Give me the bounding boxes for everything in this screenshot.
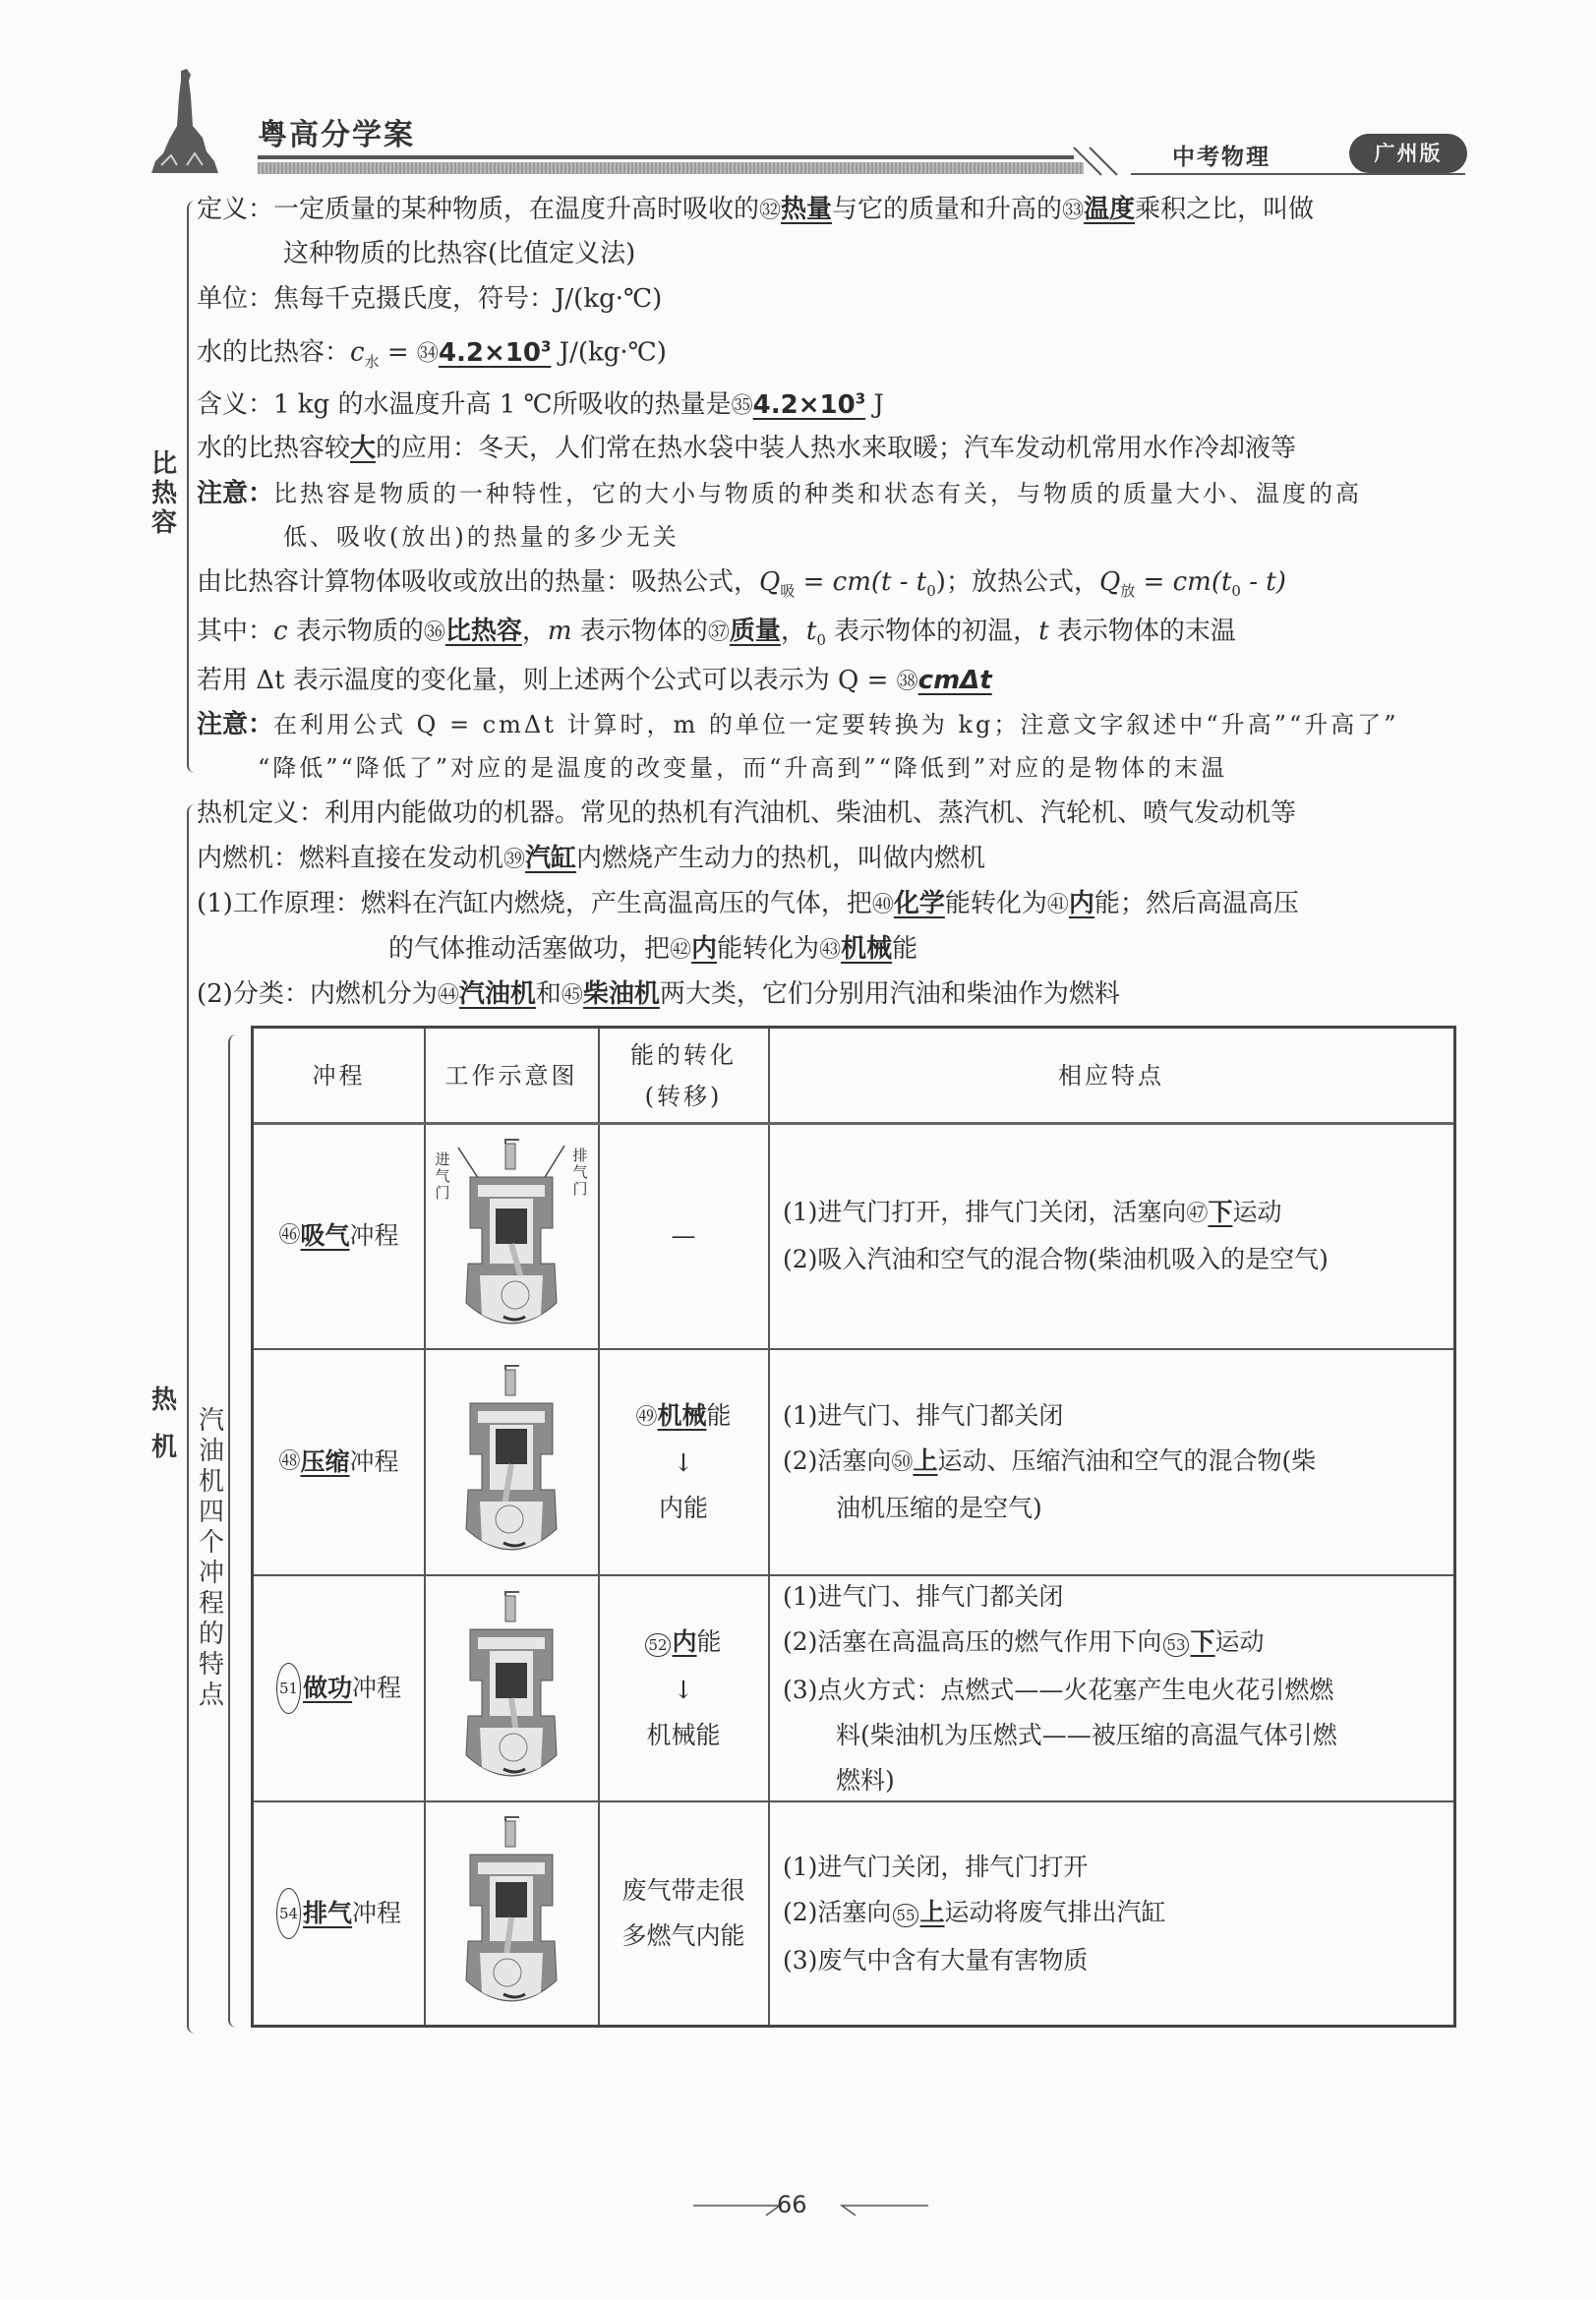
brace-specific-heat (187, 201, 197, 773)
ice-line: 内燃机：燃料直接在发动机㊴汽缸内燃烧产生动力的热机，叫做内燃机 (197, 844, 986, 873)
header-band (258, 162, 1084, 174)
meaning-line: 含义：1 kg 的水温度升高 1 ℃所吸收的热量是$㉟4.2\times 10^3$ J (197, 389, 884, 420)
feature-item: 料(柴油机为压燃式——被压缩的高温气体引燃 (836, 1720, 1337, 1749)
engine-cylinder-icon (454, 1138, 568, 1334)
answer-42: 内 (691, 934, 718, 964)
feature-item: (1)进气门、排气门都关闭 (783, 1401, 1064, 1430)
definition-line-2: 这种物质的比热容(比值定义法) (283, 239, 636, 268)
energy-power: 52 内能 ↓ 机械能 (646, 1626, 722, 1749)
definition-line: 定义：一定质量的某种物质，在温度升高时吸收的㉜热量与它的质量和升高的㉝温度乘积之比，叫做 (197, 195, 1315, 224)
answer-44: 汽油机 (458, 979, 536, 1009)
section-label-heat-engine (149, 1377, 179, 1471)
stroke-name-exhaust: 54 排气 冲程 (254, 1802, 424, 2025)
answer-35: $4.2\times 10^3$ (752, 389, 866, 420)
unit-line: 单位：焦每千克摄氏度，符号：J/(kg·℃) (197, 284, 663, 314)
answer-32: 热量 (781, 195, 833, 224)
answer-39: 汽缸 (525, 844, 577, 873)
header-diagram: 工作示意图 (444, 1061, 578, 1090)
note2-line-2: “降低”“降低了”对应的是温度的改变量，而“升高到”“降低到”对应的是物体的末温 (258, 754, 1228, 782)
answer-33: 温度 (1084, 195, 1136, 224)
feature-item: (1)进气门、排气门都关闭 (783, 1581, 1064, 1611)
header-slash-decoration (1072, 146, 1131, 179)
principle-line: (1)工作原理：燃料在汽缸内燃烧，产生高温高压的气体，把㊵化学能转化为㊶内能；然后高温高压 (197, 889, 1299, 918)
header-stroke: 冲程 (312, 1061, 366, 1090)
stroke-name-compression: ㊽ 压缩 冲程 (254, 1350, 424, 1574)
feature-item: (2)活塞向㊿上运动、压缩汽油和空气的混合物(柴 (783, 1446, 1317, 1475)
answer-41: 内 (1068, 889, 1094, 918)
footer-right-ornament (838, 2203, 928, 2216)
arrow-down-icon: ↓ (673, 1675, 694, 1704)
answer-36: 比热容 (444, 617, 522, 646)
strokes-table (251, 1026, 1456, 2028)
section-label-text: 比热容 (150, 449, 177, 538)
principle-line-2: 的气体推动活塞做功，把㊷内能转化为㊸机械能 (388, 934, 918, 964)
arrow-down-icon: ↓ (673, 1448, 694, 1477)
energy-exhaust: 废气带走很 多燃气内能 (621, 1876, 745, 1950)
answer-51: 做功 (303, 1674, 353, 1702)
answer-53: 下 (1190, 1626, 1215, 1656)
exhaust-valve-label: 排气门 (572, 1147, 588, 1198)
engine-diagram-exhaust (425, 1802, 598, 2025)
heat-engine-definition: 热机定义：利用内能做功的机器。常见的热机有汽油机、柴油机、蒸汽机、汽轮机、喷气发动机等 (197, 798, 1297, 828)
answer-46: 吸气 (300, 1221, 350, 1250)
energy-intake: — (671, 1221, 696, 1250)
page-number: 66 (777, 2191, 807, 2218)
brace-heat-engine (187, 804, 197, 2034)
engine-diagram-compression (425, 1350, 598, 1574)
header-energy-conversion: 能的转化 (转移) (630, 1040, 737, 1110)
feature-item: (3)点火方式：点燃式——火花塞产生电火花引燃燃 (783, 1675, 1334, 1704)
feature-item: (2)活塞在高温高压的燃气作用下向 53 下运动 (783, 1626, 1265, 1656)
engine-cylinder-icon (454, 1815, 568, 2012)
answer-40: 化学 (893, 889, 945, 918)
answer-54: 排气 (303, 1899, 353, 1927)
answer-43: 机械 (841, 934, 893, 964)
answer-47: 下 (1208, 1198, 1233, 1226)
header-rule (258, 155, 1074, 159)
answer-49: 机械 (657, 1401, 707, 1430)
answer-38: cmΔt (917, 666, 992, 695)
engine-diagram-power (425, 1576, 598, 1800)
header-right-rule (1131, 173, 1465, 175)
feature-item: (3)废气中含有大量有害物质 (783, 1945, 1089, 1975)
energy-compression: ㊾机械能 ↓ 内能 (635, 1401, 732, 1522)
answer-45: 柴油机 (582, 979, 660, 1009)
classification-line: (2)分类：内燃机分为㊹汽油机和㊺柴油机两大类，它们分别用汽油和柴油作为燃料 (197, 979, 1120, 1009)
answer-37: 质量 (729, 617, 781, 646)
edition-badge: 广州版 (1349, 134, 1467, 173)
section-label-specific-heat (149, 449, 179, 538)
feature-item: (1)进气门打开，排气门关闭，活塞向㊼下运动 (783, 1198, 1282, 1226)
answer-55: 上 (919, 1897, 945, 1926)
engine-cylinder-icon (454, 1590, 568, 1787)
note2-line: 注意：在利用公式 Q = cmΔt 计算时，m 的单位一定要转换为 kg；注意文字叙述中“升高”“升高了” (197, 710, 1399, 739)
features-compression (783, 1350, 1451, 1574)
subject-label: 中考物理 (1172, 145, 1271, 170)
engine-cylinder-icon (454, 1364, 568, 1561)
note1-line: 注意：比热容是物质的一种特性，它的大小与物质的种类和状态有关，与物质的质量大小、温度的高 (197, 479, 1363, 508)
features-exhaust (783, 1802, 1451, 2025)
answer-50: 上 (913, 1446, 938, 1475)
footer-left-ornament (693, 2203, 784, 2216)
header-features: 相应特点 (1058, 1061, 1164, 1090)
section-label-text: 热机 (150, 1386, 177, 1462)
note1-line-2: 低、吸收(放出)的热量的多少无关 (283, 523, 680, 551)
answer-large: 大 (350, 434, 377, 463)
where-line: 其中：c 表示物质的㊱比热容，m 表示物体的㊲质量，$t_0$ 表示物体的初温，t 表示物体的末温 (197, 617, 1236, 650)
brace-strokes (228, 1034, 238, 2028)
formula-line: 由比热容计算物体吸收或放出的热量：吸热公式，$Q_吸 = cm(t - t_0)$；放热公式，$Q_放 = cm(t_0 - t)$ (197, 567, 1286, 601)
feature-item: (2)吸入汽油和空气的混合物(柴油机吸入的是空气) (783, 1245, 1329, 1273)
statue-logo-icon (148, 67, 226, 177)
delta-line: 若用 Δt 表示温度的变化量，则上述两个公式可以表示为 Q = ㊳cmΔt (197, 666, 992, 695)
feature-item: (1)进气门关闭，排气门打开 (783, 1852, 1089, 1881)
application-line: 水的比热容较大的应用：冬天，人们常在热水袋中装人热水来取暖；汽车发动机常用水作冷却液等 (197, 434, 1297, 463)
intake-valve-label: 进气门 (435, 1150, 450, 1202)
features-intake (783, 1124, 1451, 1348)
answer-52: 内 (672, 1626, 697, 1656)
brand-title: 粤高分学案 (258, 118, 415, 152)
feature-item: 燃料) (836, 1765, 895, 1795)
answer-48: 压缩 (300, 1447, 350, 1476)
engine-diagram-intake (425, 1124, 598, 1348)
answer-34: $4.2\times 10^3$ (438, 337, 552, 368)
strokes-label: 汽油机四个冲程的特点 (198, 1406, 224, 1710)
feature-item: (2)活塞向 55 上运动将废气排出汽缸 (783, 1897, 1166, 1926)
stroke-name-power: 51 做功 冲程 (254, 1576, 424, 1800)
features-power (783, 1576, 1451, 1800)
water-specific-heat-line: 水的比热容：$c_水$ = $㉞4.2\times 10^3$ J/(kg·℃) (197, 337, 667, 371)
stroke-name-intake: ㊻ 吸气 冲程 (254, 1124, 424, 1348)
feature-item: 油机压缩的是空气) (836, 1494, 1042, 1522)
